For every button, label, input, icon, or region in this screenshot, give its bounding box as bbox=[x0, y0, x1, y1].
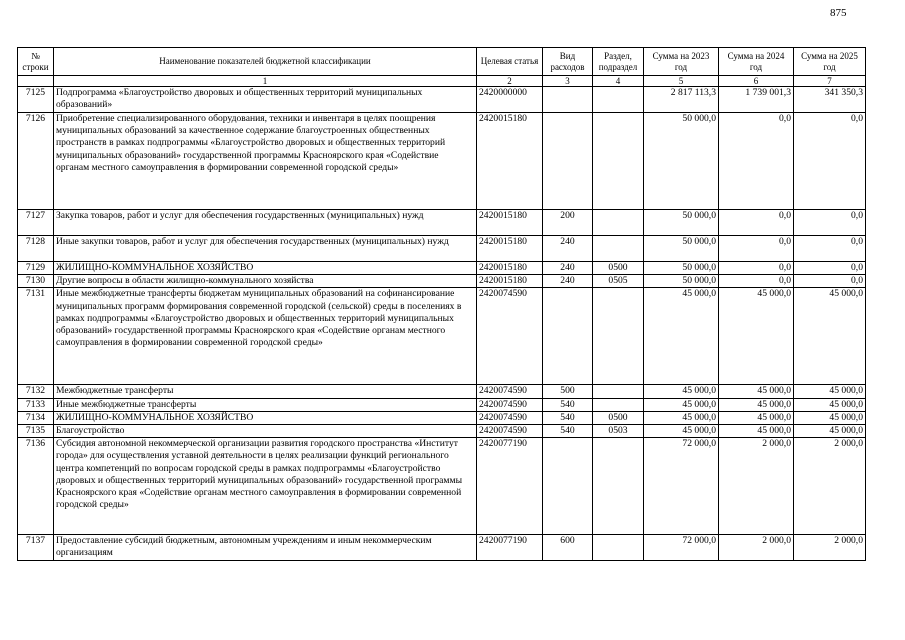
sum-2024: 0,0 bbox=[719, 113, 794, 210]
sum-2023: 50 000,0 bbox=[644, 262, 719, 275]
table-row bbox=[18, 113, 866, 210]
sum-2025: 0,0 bbox=[794, 262, 866, 275]
table-row bbox=[18, 262, 866, 275]
expense-type: 540 bbox=[543, 398, 593, 411]
table-row bbox=[18, 535, 866, 561]
expense-type: 240 bbox=[543, 262, 593, 275]
sum-2025: 2 000,0 bbox=[794, 438, 866, 535]
sum-2025: 45 000,0 bbox=[794, 385, 866, 398]
sum-2023: 50 000,0 bbox=[644, 210, 719, 236]
header-sum-2025: Сумма на 2025 год bbox=[794, 48, 866, 76]
sum-2024: 45 000,0 bbox=[719, 411, 794, 424]
sum-2025: 45 000,0 bbox=[794, 411, 866, 424]
sum-2023: 45 000,0 bbox=[644, 385, 719, 398]
expense-type: 200 bbox=[543, 210, 593, 236]
row-number: 7127 bbox=[18, 210, 54, 236]
row-number: 7136 bbox=[18, 438, 54, 535]
indicator-name: Иные закупки товаров, работ и услуг для обеспечения государственных (муниципальных) нужд bbox=[54, 236, 477, 262]
indicator-name: Предоставление субсидий бюджетным, автономным учреждениям и иным некоммерческим организациям bbox=[54, 535, 477, 561]
table-row bbox=[18, 210, 866, 236]
target-article: 2420074590 bbox=[477, 411, 543, 424]
expense-type: 540 bbox=[543, 411, 593, 424]
column-number-row bbox=[18, 76, 866, 87]
sum-2023: 45 000,0 bbox=[644, 288, 719, 385]
row-number: 7135 bbox=[18, 425, 54, 438]
column-number: 7 bbox=[794, 76, 866, 87]
sum-2024: 2 000,0 bbox=[719, 535, 794, 561]
sum-2024: 0,0 bbox=[719, 275, 794, 288]
expense-type: 540 bbox=[543, 425, 593, 438]
indicator-name: Иные межбюджетные трансферты bbox=[54, 398, 477, 411]
sum-2024: 2 000,0 bbox=[719, 438, 794, 535]
section-code bbox=[593, 385, 644, 398]
target-article: 2420015180 bbox=[477, 262, 543, 275]
expense-type bbox=[543, 288, 593, 385]
target-article: 2420074590 bbox=[477, 398, 543, 411]
row-number: 7125 bbox=[18, 87, 54, 113]
indicator-name: Приобретение специализированного оборудования, техники и инвентаря в целях поощрения муниципальных образований за качественное содержание благоустроенных общественных пространств в рамках подпрограммы «Благоустройство дворовых и общественных территорий муниципальных образований» государственной программы Красноярского края «Содействие органам местного самоуправления в формировании современной городской среды» bbox=[54, 113, 477, 210]
table-row bbox=[18, 275, 866, 288]
target-article: 2420074590 bbox=[477, 288, 543, 385]
header-sum-2024: Сумма на 2024 год bbox=[719, 48, 794, 76]
sum-2025: 0,0 bbox=[794, 236, 866, 262]
section-code: 0503 bbox=[593, 425, 644, 438]
column-number: 1 bbox=[54, 76, 477, 87]
table-body bbox=[18, 87, 866, 561]
expense-type: 600 bbox=[543, 535, 593, 561]
section-code: 0500 bbox=[593, 262, 644, 275]
sum-2024: 45 000,0 bbox=[719, 385, 794, 398]
table-row bbox=[18, 236, 866, 262]
target-article: 2420000000 bbox=[477, 87, 543, 113]
sum-2024: 45 000,0 bbox=[719, 425, 794, 438]
expense-type bbox=[543, 438, 593, 535]
indicator-name: ЖИЛИЩНО-КОММУНАЛЬНОЕ ХОЗЯЙСТВО bbox=[54, 411, 477, 424]
sum-2024: 1 739 001,3 bbox=[719, 87, 794, 113]
sum-2025: 45 000,0 bbox=[794, 398, 866, 411]
target-article: 2420015180 bbox=[477, 210, 543, 236]
sum-2025: 45 000,0 bbox=[794, 288, 866, 385]
sum-2023: 2 817 113,3 bbox=[644, 87, 719, 113]
section-code: 0505 bbox=[593, 275, 644, 288]
sum-2023: 45 000,0 bbox=[644, 411, 719, 424]
section-code bbox=[593, 236, 644, 262]
expense-type bbox=[543, 113, 593, 210]
sum-2025: 45 000,0 bbox=[794, 425, 866, 438]
indicator-name: Закупка товаров, работ и услуг для обеспечения государственных (муниципальных) нужд bbox=[54, 210, 477, 236]
header-indicator-name: Наименование показателей бюджетной классификации bbox=[54, 48, 477, 76]
section-code bbox=[593, 398, 644, 411]
column-number bbox=[18, 76, 54, 87]
table-row bbox=[18, 438, 866, 535]
section-code bbox=[593, 210, 644, 236]
section-code bbox=[593, 113, 644, 210]
sum-2023: 45 000,0 bbox=[644, 398, 719, 411]
row-number: 7131 bbox=[18, 288, 54, 385]
sum-2023: 72 000,0 bbox=[644, 438, 719, 535]
table-row bbox=[18, 87, 866, 113]
column-number: 3 bbox=[543, 76, 593, 87]
sum-2023: 45 000,0 bbox=[644, 425, 719, 438]
row-number: 7132 bbox=[18, 385, 54, 398]
indicator-name: Межбюджетные трансферты bbox=[54, 385, 477, 398]
section-code bbox=[593, 288, 644, 385]
target-article: 2420015180 bbox=[477, 236, 543, 262]
expense-type bbox=[543, 87, 593, 113]
row-number: 7134 bbox=[18, 411, 54, 424]
header-expense-type: Вид расходов bbox=[543, 48, 593, 76]
column-number: 5 bbox=[644, 76, 719, 87]
header-target-article: Целевая статья bbox=[477, 48, 543, 76]
row-number: 7130 bbox=[18, 275, 54, 288]
table-row bbox=[18, 288, 866, 385]
table-header bbox=[18, 48, 866, 87]
sum-2025: 0,0 bbox=[794, 210, 866, 236]
indicator-name: ЖИЛИЩНО-КОММУНАЛЬНОЕ ХОЗЯЙСТВО bbox=[54, 262, 477, 275]
row-number: 7137 bbox=[18, 535, 54, 561]
sum-2025: 2 000,0 bbox=[794, 535, 866, 561]
indicator-name: Благоустройство bbox=[54, 425, 477, 438]
header-section: Раздел, подраздел bbox=[593, 48, 644, 76]
row-number: 7133 bbox=[18, 398, 54, 411]
page-number: 875 bbox=[830, 7, 847, 19]
target-article: 2420077190 bbox=[477, 438, 543, 535]
expense-type: 500 bbox=[543, 385, 593, 398]
sum-2023: 72 000,0 bbox=[644, 535, 719, 561]
table-row bbox=[18, 398, 866, 411]
row-number: 7129 bbox=[18, 262, 54, 275]
sum-2024: 45 000,0 bbox=[719, 398, 794, 411]
sum-2024: 0,0 bbox=[719, 236, 794, 262]
sum-2023: 50 000,0 bbox=[644, 275, 719, 288]
sum-2024: 0,0 bbox=[719, 262, 794, 275]
column-number: 4 bbox=[593, 76, 644, 87]
sum-2024: 0,0 bbox=[719, 210, 794, 236]
section-code: 0500 bbox=[593, 411, 644, 424]
indicator-name: Иные межбюджетные трансферты бюджетам муниципальных образований на софинансирование муниципальных программ формирования современной городской (сельской) среды в поселениях в рамках подпрограммы «Благоустройство дворовых и общественных территорий муниципальных образований» государственной программы Красноярского края «Содействие органам местного самоуправления в формировании современной городской среды» bbox=[54, 288, 477, 385]
column-number: 6 bbox=[719, 76, 794, 87]
header-row-number: № строки bbox=[18, 48, 54, 76]
section-code bbox=[593, 535, 644, 561]
section-code bbox=[593, 438, 644, 535]
table-row bbox=[18, 411, 866, 424]
table-row bbox=[18, 425, 866, 438]
target-article: 2420074590 bbox=[477, 425, 543, 438]
target-article: 2420015180 bbox=[477, 113, 543, 210]
sum-2025: 0,0 bbox=[794, 275, 866, 288]
expense-type: 240 bbox=[543, 275, 593, 288]
sum-2023: 50 000,0 bbox=[644, 113, 719, 210]
row-number: 7126 bbox=[18, 113, 54, 210]
budget-table bbox=[17, 47, 866, 561]
sum-2025: 0,0 bbox=[794, 113, 866, 210]
column-number: 2 bbox=[477, 76, 543, 87]
target-article: 2420074590 bbox=[477, 385, 543, 398]
sum-2023: 50 000,0 bbox=[644, 236, 719, 262]
expense-type: 240 bbox=[543, 236, 593, 262]
target-article: 2420015180 bbox=[477, 275, 543, 288]
indicator-name: Подпрограмма «Благоустройство дворовых и общественных территорий муниципальных образований» bbox=[54, 87, 477, 113]
target-article: 2420077190 bbox=[477, 535, 543, 561]
sum-2024: 45 000,0 bbox=[719, 288, 794, 385]
sum-2025: 341 350,3 bbox=[794, 87, 866, 113]
indicator-name: Субсидия автономной некоммерческой организации развития городского пространства «Институт города» для осуществления уставной деятельности в целях реализации функций регионального центра компетенций по вопросам городской среды в рамках подпрограммы «Благоустройство дворовых и общественных территорий муниципальных образований» государственной программы Красноярского края «Содействие органам местного самоуправления в формировании современной городской среды» bbox=[54, 438, 477, 535]
indicator-name: Другие вопросы в области жилищно-коммунального хозяйства bbox=[54, 275, 477, 288]
table-row bbox=[18, 385, 866, 398]
row-number: 7128 bbox=[18, 236, 54, 262]
section-code bbox=[593, 87, 644, 113]
header-sum-2023: Сумма на 2023 год bbox=[644, 48, 719, 76]
